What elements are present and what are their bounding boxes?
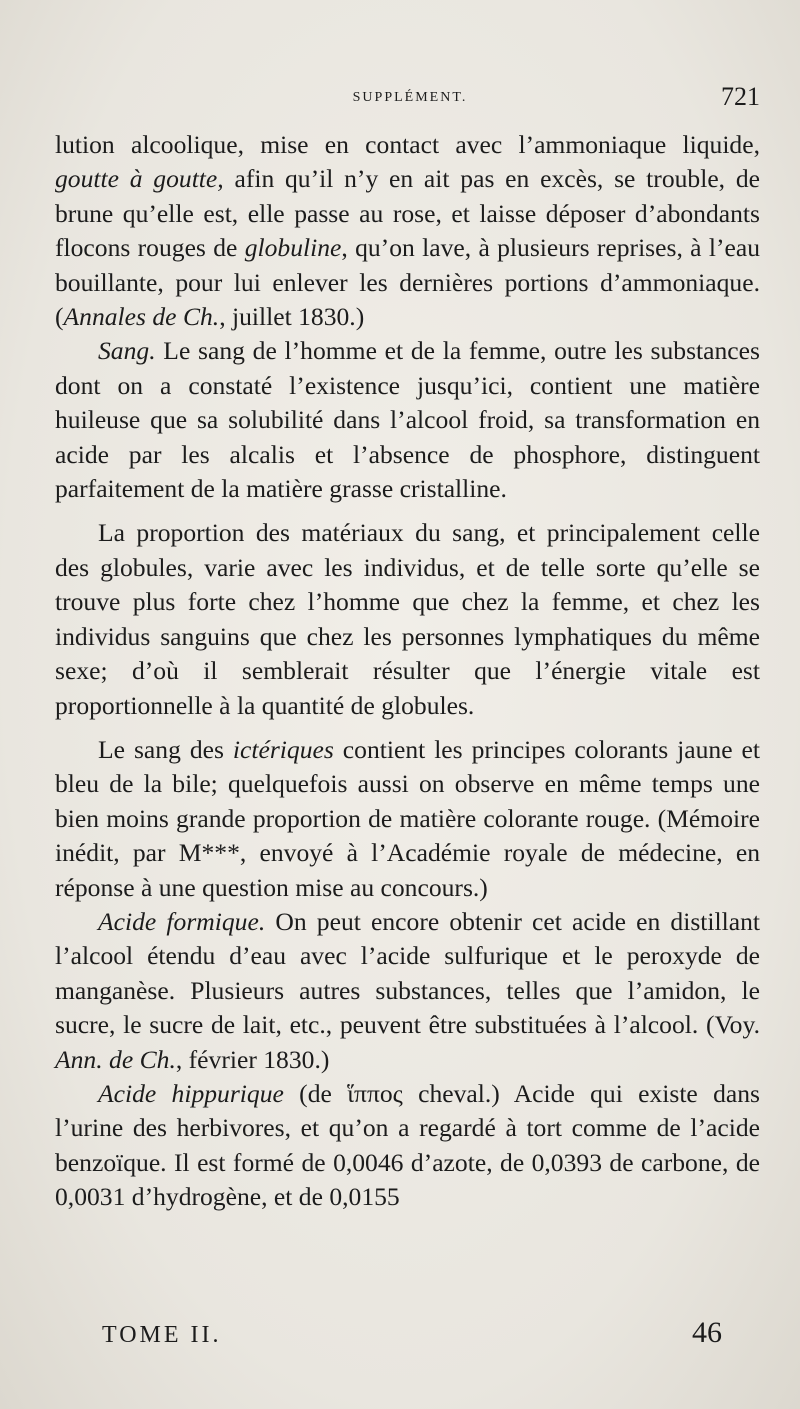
paragraph (55, 516, 760, 722)
text-segment: , février 1830.) (175, 1044, 330, 1074)
text-segment: Le sang des (98, 734, 233, 764)
italic-segment: ictériques (232, 734, 334, 764)
paragraph-acide-hippurique (55, 1077, 760, 1215)
text-segment: , juillet 1830.) (219, 302, 365, 332)
page-header (60, 82, 760, 118)
paragraph-sang (55, 334, 760, 506)
section-heading: Sang. (98, 336, 156, 366)
italic-segment: globuline (244, 233, 342, 263)
text-segment: , qu’on lave, à plusieurs reprises, à l’eau bouillante, pour lui enlever les dernières portions d’ammoniaque. ( (55, 233, 760, 332)
text-segment: On peut encore obtenir cet acide en distillant l’alcool étendu d’eau avec l’acide sulfurique et le peroxyde de manganèse. Plusieurs autres substances, telles que l’amidon, le sucre, le sucre de lait, etc., peuvent être substituées à l’alcool. (Voy. (55, 906, 760, 1040)
text-segment: Le sang de l’homme et de la femme, outre les substances dont on a constaté l’existence jusqu’ici, contient une matière huileuse que sa solubilité dans l’alcool froid, sa transformation en acide par les alcalis et l’absence de phosphore, distinguent parfaitement de la matière grasse cristalline. (55, 336, 760, 504)
body-text (55, 128, 760, 1215)
page-number: 721 (721, 82, 760, 111)
paragraph-acide-formique (55, 905, 760, 1077)
text-segment: (de ἵππος cheval.) Acide qui existe dans l’urine des herbivores, et qu’on a regardé à tort comme de l’acide benzoïque. Il est formé de 0,0046 d’azote, de 0,0393 de carbone, de 0,0031 d’hydrogène, et de 0,0155 (55, 1078, 761, 1212)
paragraph (55, 733, 760, 905)
signature-mark: 46 (692, 1316, 722, 1349)
volume-label: TOME II. (102, 1322, 222, 1348)
italic-segment: Annales de Ch. (63, 302, 220, 332)
running-head: SUPPLÉMENT. (352, 90, 468, 105)
text-segment: La proportion des matériaux du sang, et principalement celle des globules, varie avec les individus, et de telle sorte qu’elle se trouve plus forte chez l’homme que chez la femme, et chez les individus sanguins que chez les personnes lymphatiques du même sexe; d’où il semblerait résulter que l’énergie vitale est proportionnelle à la quantité de globules. (55, 518, 760, 720)
page-footer (102, 1316, 722, 1362)
text-segment: lution alcoolique, mise en contact avec l’ammoniaque liquide, (55, 130, 760, 159)
italic-segment: Ann. de Ch. (55, 1044, 176, 1074)
paragraph (55, 128, 760, 334)
section-heading: Acide formique. (98, 906, 266, 936)
text-segment: contient les principes colorants jaune et bleu de la bile; quelquefois aussi on observe en même temps une bien moins grande proportion de matière colorante rouge. (Mémoire inédit, par M***, envoyé à l’Académie royale de médecine, en réponse à une question mise au concours.) (55, 734, 760, 902)
section-heading: Acide hippurique (98, 1078, 284, 1108)
italic-segment: goutte à goutte, (55, 164, 224, 194)
text-segment: afin qu’il n’y en ait pas en excès, se trouble, de brune qu’elle est, elle passe au rose, et laisse déposer d’abondants flocons rouges de (55, 164, 761, 263)
